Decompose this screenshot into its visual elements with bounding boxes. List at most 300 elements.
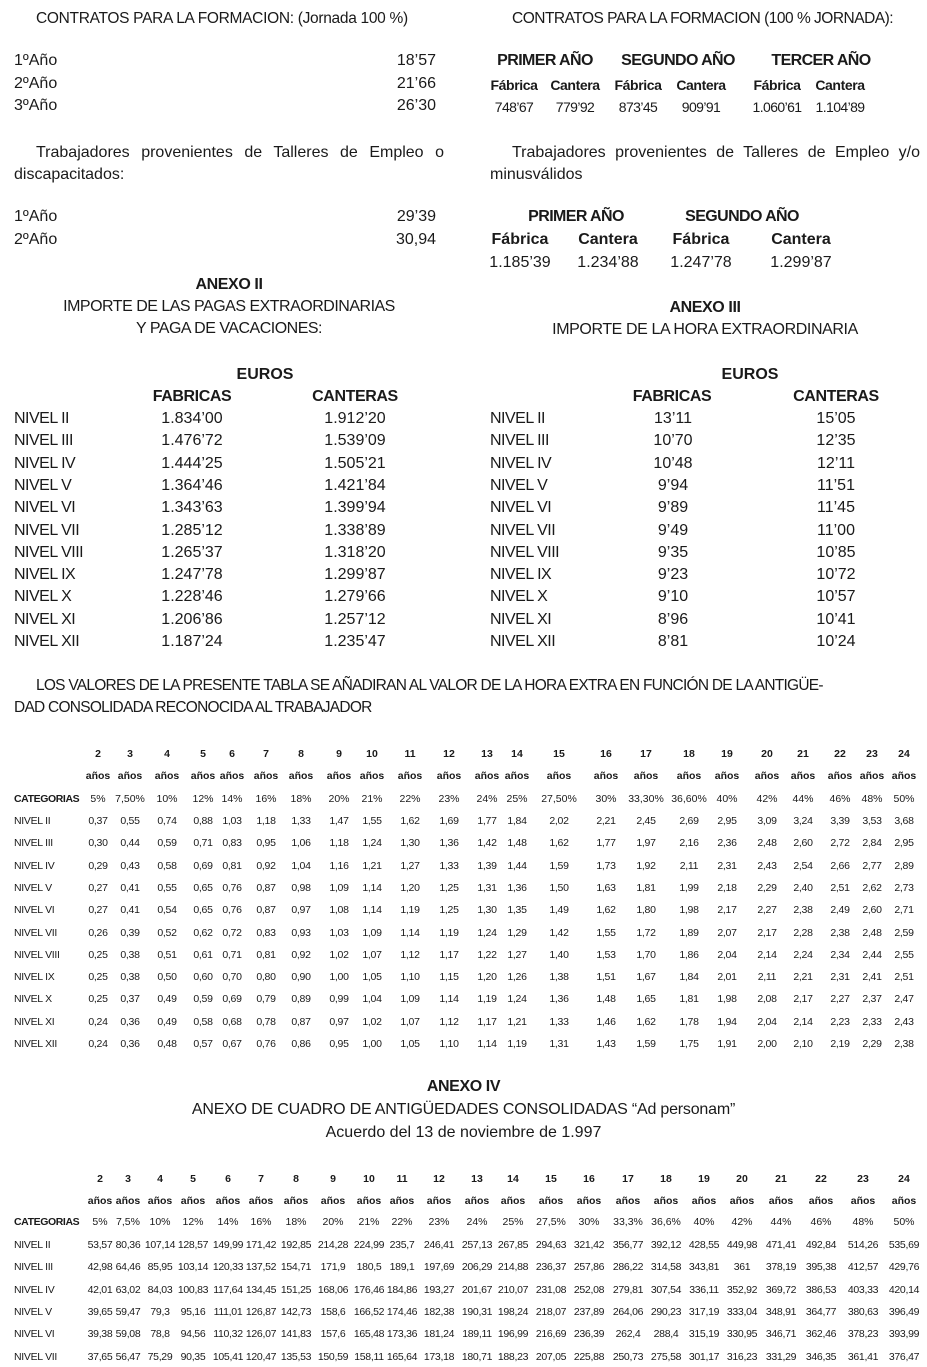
table-cell: 361,41 <box>847 1350 879 1363</box>
table-cell: 1,15 <box>439 971 459 984</box>
table-cell: 1,77 <box>596 837 616 850</box>
annex-canteras-value: 1.338’89 <box>324 521 386 539</box>
table-cell: 1,91 <box>717 1038 737 1050</box>
right-subhead: Cantera <box>550 77 600 93</box>
table-cell: 1,39 <box>477 859 497 872</box>
table-cell: 1,09 <box>400 993 420 1006</box>
annex-row-label: NIVEL XI <box>490 610 552 628</box>
categorias-label: CATEGORIAS <box>14 1216 80 1228</box>
table-cell: 2,02 <box>549 815 569 827</box>
annex-canteras-value: 11’45 <box>817 499 855 517</box>
annex-row-label: NIVEL II <box>14 410 69 427</box>
table-cell: 0,80 <box>256 971 276 984</box>
anexo3-col1: FABRICAS <box>632 388 712 405</box>
percent-header: 46% <box>829 793 851 805</box>
table-cell: 166,52 <box>353 1305 385 1318</box>
left-row-value: 26’30 <box>396 97 436 114</box>
table-cell: 1,86 <box>679 948 699 961</box>
year-header: 16 <box>600 748 612 760</box>
table-row-label: NIVEL III <box>14 1261 53 1274</box>
table-cell: 1,20 <box>400 881 420 894</box>
table-cell: 105,41 <box>212 1350 244 1363</box>
table-cell: 0,37 <box>120 993 140 1006</box>
table-cell: 0,93 <box>291 926 311 939</box>
right-value: 909’91 <box>681 99 721 115</box>
annex-row-label: NIVEL II <box>490 410 545 427</box>
annex-canteras-value: 1.279’66 <box>324 588 386 606</box>
table-cell: 90,35 <box>180 1350 206 1363</box>
table-cell: 376,47 <box>888 1350 920 1363</box>
right-values2 <box>490 254 920 274</box>
table-cell: 2,44 <box>862 948 882 961</box>
table-cell: 348,91 <box>765 1305 797 1318</box>
table-cell: 330,95 <box>726 1328 758 1341</box>
table-cell: 1,25 <box>439 881 459 894</box>
year-header: 14 <box>507 1173 519 1185</box>
table-cell: 0,78 <box>256 1015 276 1028</box>
table-cell: 0,55 <box>157 881 177 894</box>
table-cell: 180,5 <box>356 1261 382 1274</box>
table-cell: 182,38 <box>423 1305 455 1318</box>
table-cell: 288,4 <box>653 1328 679 1341</box>
table-cell: 0,90 <box>291 971 311 984</box>
year-header: 3 <box>125 1173 131 1185</box>
table-cell: 0,25 <box>88 971 108 984</box>
percent-header: 36,60% <box>671 793 707 805</box>
table-cell: 1,48 <box>596 993 616 1006</box>
table-cell: 111,01 <box>213 1305 243 1318</box>
table-cell: 1,30 <box>477 904 497 917</box>
table-cell: 1,77 <box>477 815 497 827</box>
percent-header: 20% <box>322 1216 344 1228</box>
percent-header: 30% <box>578 1216 600 1228</box>
table-cell: 150,59 <box>317 1350 349 1363</box>
year-header: 4 <box>157 1173 163 1185</box>
anos-header: años <box>147 1195 173 1207</box>
anexo2-euros: EUROS <box>236 366 294 383</box>
table-cell: 2,72 <box>830 837 850 850</box>
year-header: 17 <box>640 748 652 760</box>
table-cell: 196,99 <box>497 1328 529 1341</box>
table-cell: 1,94 <box>717 1015 737 1028</box>
table-cell: 0,43 <box>120 859 140 872</box>
table-cell: 2,38 <box>894 1038 914 1050</box>
percent-header: 20% <box>328 793 350 805</box>
table-cell: 275,58 <box>650 1350 682 1363</box>
year-header: 6 <box>225 1173 231 1185</box>
table-cell: 134,45 <box>245 1283 277 1296</box>
table-cell: 1,51 <box>596 971 616 984</box>
percent-header: 7,50% <box>115 793 145 805</box>
table-cell: 3,68 <box>894 815 914 827</box>
table-cell: 120,33 <box>212 1261 244 1274</box>
table-cell: 1,24 <box>477 926 497 939</box>
year-header: 22 <box>834 748 846 760</box>
table-cell: 0,57 <box>193 1038 213 1050</box>
table-cell: 449,98 <box>726 1239 758 1251</box>
right-subhead2: Fábrica <box>491 231 549 248</box>
table-cell: 0,29 <box>88 859 108 872</box>
right-years <box>490 52 920 72</box>
table-cell: 198,24 <box>497 1305 529 1318</box>
table-cell: 158,6 <box>320 1305 346 1318</box>
percent-header: 24% <box>466 1216 488 1228</box>
table-cell: 2,24 <box>793 948 813 961</box>
table-cell: 2,28 <box>793 926 813 939</box>
table-cell: 1,19 <box>439 926 459 939</box>
table-cell: 53,57 <box>87 1239 113 1251</box>
anos-header: años <box>576 1195 602 1207</box>
table-cell: 0,92 <box>256 859 276 872</box>
percent-header: 48% <box>861 793 883 805</box>
table-cell: 1,29 <box>507 926 527 939</box>
anos-header: años <box>320 1195 346 1207</box>
annex-canteras-value: 10’24 <box>816 633 856 650</box>
anos-header: años <box>714 770 740 782</box>
table-cell: 0,24 <box>88 1038 108 1050</box>
right-subhead2: Cantera <box>578 231 638 248</box>
annex-row-label: NIVEL X <box>14 588 72 606</box>
table-cell: 59,08 <box>115 1328 141 1341</box>
percent-header: 33,3% <box>613 1216 643 1228</box>
percent-header: 5% <box>92 1216 108 1228</box>
right-subhead2: Fábrica <box>672 231 730 248</box>
table-cell: 395,38 <box>805 1261 837 1274</box>
table-cell: 207,05 <box>535 1350 567 1363</box>
annex-canteras-value: 1.318’20 <box>324 543 386 561</box>
anos-header: años <box>653 1195 679 1207</box>
table-cell: 1,08 <box>329 904 349 917</box>
annex-fabricas-value: 1.228’46 <box>161 588 223 606</box>
table-cell: 1,07 <box>400 1015 420 1028</box>
year-header: 21 <box>775 1173 787 1185</box>
year-header: 9 <box>336 748 342 760</box>
annex-row-label: NIVEL VIII <box>14 543 84 561</box>
table-cell: 188,23 <box>497 1350 529 1363</box>
table-cell: 2,48 <box>757 837 777 850</box>
table-cell: 0,99 <box>329 993 349 1006</box>
table-cell: 0,87 <box>256 881 276 894</box>
table-cell: 1,21 <box>507 1015 527 1028</box>
table-cell: 1,18 <box>256 815 276 827</box>
table-cell: 2,00 <box>757 1038 777 1050</box>
table-row-label: NIVEL V <box>14 1305 52 1318</box>
table-cell: 1,25 <box>439 904 459 917</box>
table-cell: 201,67 <box>461 1283 493 1296</box>
annex-fabricas-value: 1.206’86 <box>161 610 223 628</box>
table-cell: 2,60 <box>862 904 882 917</box>
anos-header: años <box>117 770 143 782</box>
table-cell: 0,58 <box>157 859 177 872</box>
table-cell: 2,07 <box>717 926 737 939</box>
percent-header: 18% <box>285 1216 307 1228</box>
year-header: 15 <box>545 1173 557 1185</box>
left-row-label: 2ºAño <box>14 74 58 92</box>
percent-header: 7,5% <box>116 1216 140 1228</box>
table-cell: 2,16 <box>679 837 699 850</box>
annex-canteras-value: 10’41 <box>816 610 856 628</box>
table-cell: 1,04 <box>291 859 311 872</box>
table-cell: 100,83 <box>177 1283 209 1296</box>
table-cell: 94,56 <box>180 1328 206 1341</box>
table-cell: 1,19 <box>400 904 420 917</box>
right-values <box>490 99 920 117</box>
annex-row-label: NIVEL XII <box>490 633 556 650</box>
right-subhead: Cantera <box>815 77 865 93</box>
year-header: 11 <box>396 1173 408 1185</box>
right-subhead: Cantera <box>676 77 726 93</box>
table-cell: 0,89 <box>291 993 311 1006</box>
table-cell: 1,55 <box>596 926 616 939</box>
table-cell: 235,7 <box>389 1239 415 1251</box>
table-cell: 429,76 <box>888 1261 920 1274</box>
anos-header: años <box>633 770 659 782</box>
right-value2: 1.185’39 <box>489 254 551 271</box>
annex-canteras-value: 1.539’09 <box>324 432 386 450</box>
table-cell: 1,69 <box>439 815 459 827</box>
table-cell: 158,11 <box>354 1350 384 1363</box>
table-cell: 0,38 <box>120 948 140 961</box>
table-cell: 0,76 <box>222 904 242 917</box>
right-years2 <box>490 208 920 228</box>
year-header: 3 <box>127 748 133 760</box>
table-cell: 0,83 <box>256 926 276 939</box>
table-cell: 0,37 <box>88 815 108 827</box>
table-row-label: NIVEL IV <box>14 859 55 872</box>
anos-header: años <box>288 770 314 782</box>
percent-header: 33,30% <box>628 793 664 805</box>
table-cell: 2,54 <box>793 859 813 872</box>
table-cell: 2,62 <box>862 881 882 894</box>
table-cell: 1,19 <box>477 993 497 1006</box>
table-cell: 0,49 <box>157 1015 177 1028</box>
table-cell: 157,6 <box>320 1328 346 1341</box>
table-cell: 257,13 <box>461 1239 493 1251</box>
annex-fabricas-value: 9’35 <box>657 543 689 561</box>
table-cell: 0,25 <box>88 993 108 1006</box>
table-cell: 314,58 <box>650 1261 682 1274</box>
annex-row-label: NIVEL VI <box>14 499 76 517</box>
table-cell: 39,65 <box>87 1305 113 1318</box>
percent-header: 5% <box>90 793 106 805</box>
table-cell: 0,86 <box>291 1038 311 1050</box>
table-cell: 361 <box>733 1261 751 1274</box>
year-header: 5 <box>200 748 206 760</box>
anexo2-subtitle1: IMPORTE DE LAS PAGAS EXTRAORDINARIAS <box>63 298 395 315</box>
annex-canteras-value: 1.257’12 <box>324 610 386 628</box>
year-header: 10 <box>363 1173 375 1185</box>
table-cell: 3,53 <box>862 815 882 827</box>
right-value: 779’92 <box>555 99 595 115</box>
anos-header: años <box>85 770 111 782</box>
table-cell: 2,45 <box>636 815 656 827</box>
table-cell: 1,63 <box>596 881 616 894</box>
table-cell: 2,17 <box>757 926 777 939</box>
table-cell: 2,38 <box>793 904 813 917</box>
table-cell: 0,79 <box>256 993 276 1006</box>
table-cell: 193,27 <box>423 1283 455 1296</box>
table-cell: 294,63 <box>535 1239 567 1251</box>
annex-canteras-value: 1.505’21 <box>324 454 386 472</box>
annex-row-label: NIVEL IX <box>490 566 552 584</box>
year-header: 6 <box>229 748 235 760</box>
table-cell: 1,24 <box>362 837 382 850</box>
table-cell: 1,27 <box>507 948 527 961</box>
table-row-label: NIVEL II <box>14 1239 51 1251</box>
annex-canteras-value: 1.235’47 <box>324 633 386 650</box>
right-value2: 1.234’88 <box>577 254 639 271</box>
right-value: 748’67 <box>494 99 534 115</box>
table-cell: 2,04 <box>717 948 737 961</box>
left-row-value: 21’66 <box>396 74 436 92</box>
table-cell: 1,33 <box>549 1015 569 1028</box>
annex-canteras-value: 12’11 <box>817 454 855 472</box>
table-cell: 1,26 <box>507 971 527 984</box>
anos-header: años <box>676 770 702 782</box>
table-cell: 352,92 <box>726 1283 758 1296</box>
anexo3-title: ANEXO III <box>669 299 741 316</box>
left-row2-value: 30,94 <box>395 231 436 248</box>
table-cell: 176,46 <box>353 1283 385 1296</box>
table-row-label: NIVEL VII <box>14 926 58 939</box>
table-cell: 137,52 <box>245 1261 277 1274</box>
table-cell: 0,95 <box>329 1038 349 1050</box>
table-cell: 59,47 <box>115 1305 141 1318</box>
anexo3-table <box>490 410 920 656</box>
year-header: 19 <box>698 1173 710 1185</box>
annex-canteras-value: 1.421’84 <box>324 476 386 494</box>
annex-fabricas-value: 8’81 <box>657 633 689 650</box>
annex-fabricas-value: 1.343’63 <box>161 499 223 517</box>
table-cell: 1,14 <box>439 993 459 1006</box>
annex-fabricas-value: 13’11 <box>654 410 692 427</box>
year-header: 14 <box>511 748 523 760</box>
annex-row-label: NIVEL VII <box>490 521 556 539</box>
table-row-label: NIVEL X <box>14 993 52 1006</box>
table-cell: 1,02 <box>362 1015 382 1028</box>
table-cell: 1,12 <box>439 1015 459 1028</box>
table-cell: 1,36 <box>507 881 527 894</box>
table-cell: 378,23 <box>847 1328 879 1341</box>
table-cell: 2,11 <box>757 971 777 984</box>
table-cell: 154,71 <box>280 1261 312 1274</box>
table-cell: 0,62 <box>193 926 213 939</box>
table-cell: 168,06 <box>317 1283 349 1296</box>
year-header: 2 <box>97 1173 103 1185</box>
table-cell: 1,16 <box>329 859 349 872</box>
table-cell: 346,35 <box>805 1350 837 1363</box>
table-cell: 0,67 <box>222 1038 242 1050</box>
year-header: 20 <box>736 1173 748 1185</box>
table-cell: 165,48 <box>353 1328 385 1341</box>
table-cell: 0,70 <box>222 971 242 984</box>
year-header: 16 <box>583 1173 595 1185</box>
table-cell: 535,69 <box>888 1239 920 1251</box>
table-cell: 0,76 <box>222 881 242 894</box>
table-cell: 396,49 <box>888 1305 920 1318</box>
table-row-label: NIVEL IV <box>14 1283 55 1296</box>
table-cell: 1,42 <box>477 837 497 850</box>
table-cell: 1,33 <box>291 815 311 827</box>
right-value: 1.104’89 <box>815 99 865 115</box>
table-cell: 0,60 <box>193 971 213 984</box>
table-cell: 380,63 <box>847 1305 879 1318</box>
table-cell: 2,71 <box>894 904 914 917</box>
table-cell: 2,55 <box>894 948 914 961</box>
annex-fabricas-value: 9’23 <box>657 566 689 584</box>
percent-header: 21% <box>361 793 383 805</box>
table-cell: 3,09 <box>757 815 777 827</box>
table-cell: 1,03 <box>329 926 349 939</box>
table-cell: 1,19 <box>507 1038 527 1050</box>
table-cell: 64,46 <box>115 1261 141 1274</box>
table-cell: 0,97 <box>329 1015 349 1028</box>
table-cell: 1,99 <box>679 881 699 894</box>
right-subhead2: Cantera <box>771 231 831 248</box>
table-cell: 197,69 <box>423 1261 455 1274</box>
table-cell: 0,44 <box>120 837 140 850</box>
table-cell: 2,27 <box>830 993 850 1006</box>
table-cell: 180,71 <box>461 1350 493 1363</box>
table-cell: 1,04 <box>362 993 382 1006</box>
table-cell: 1,02 <box>329 948 349 961</box>
table-cell: 1,75 <box>679 1038 699 1050</box>
percent-header: 44% <box>792 793 814 805</box>
annex-row-label: NIVEL V <box>14 476 72 494</box>
table-cell: 0,68 <box>222 1015 242 1028</box>
annex-canteras-value: 15’05 <box>816 410 856 427</box>
percent-header: 50% <box>893 1216 915 1228</box>
anos-header: años <box>808 1195 834 1207</box>
table-cell: 149,99 <box>212 1239 244 1251</box>
table-cell: 0,58 <box>193 1015 213 1028</box>
anos-header: años <box>891 770 917 782</box>
table-cell: 2,08 <box>757 993 777 1006</box>
table-cell: 2,38 <box>830 926 850 939</box>
anos-header: años <box>180 1195 206 1207</box>
percent-header: 40% <box>716 793 738 805</box>
table-cell: 1,00 <box>329 971 349 984</box>
percent-header: 48% <box>852 1216 874 1228</box>
right-value2: 1.299’87 <box>770 254 832 271</box>
year-header: 18 <box>660 1173 672 1185</box>
table-cell: 514,26 <box>847 1239 879 1251</box>
table-cell: 356,77 <box>612 1239 644 1251</box>
table-cell: 2,01 <box>717 971 737 984</box>
table-cell: 0,61 <box>193 948 213 961</box>
table-cell: 2,17 <box>793 993 813 1006</box>
table-cell: 1,84 <box>679 971 699 984</box>
annex-fabricas-value: 9’94 <box>657 476 689 494</box>
annex-fabricas-value: 10’70 <box>653 432 693 450</box>
table-cell: 0,72 <box>222 926 242 939</box>
table-cell: 37,65 <box>87 1350 113 1363</box>
annex-fabricas-value: 1.265’37 <box>161 543 223 561</box>
table-row-label: NIVEL V <box>14 881 52 894</box>
table-cell: 2,21 <box>793 971 813 984</box>
table-cell: 264,06 <box>612 1305 644 1318</box>
table-cell: 1,47 <box>329 815 349 827</box>
table-cell: 1,03 <box>222 815 242 827</box>
table-cell: 364,77 <box>805 1305 837 1318</box>
anos-header: años <box>790 770 816 782</box>
table-cell: 0,27 <box>88 904 108 917</box>
year-header: 12 <box>443 748 455 760</box>
table-cell: 1,10 <box>400 971 420 984</box>
table-cell: 0,69 <box>222 993 242 1006</box>
table-cell: 206,29 <box>461 1261 493 1274</box>
table-row-label: NIVEL VII <box>14 1350 58 1363</box>
